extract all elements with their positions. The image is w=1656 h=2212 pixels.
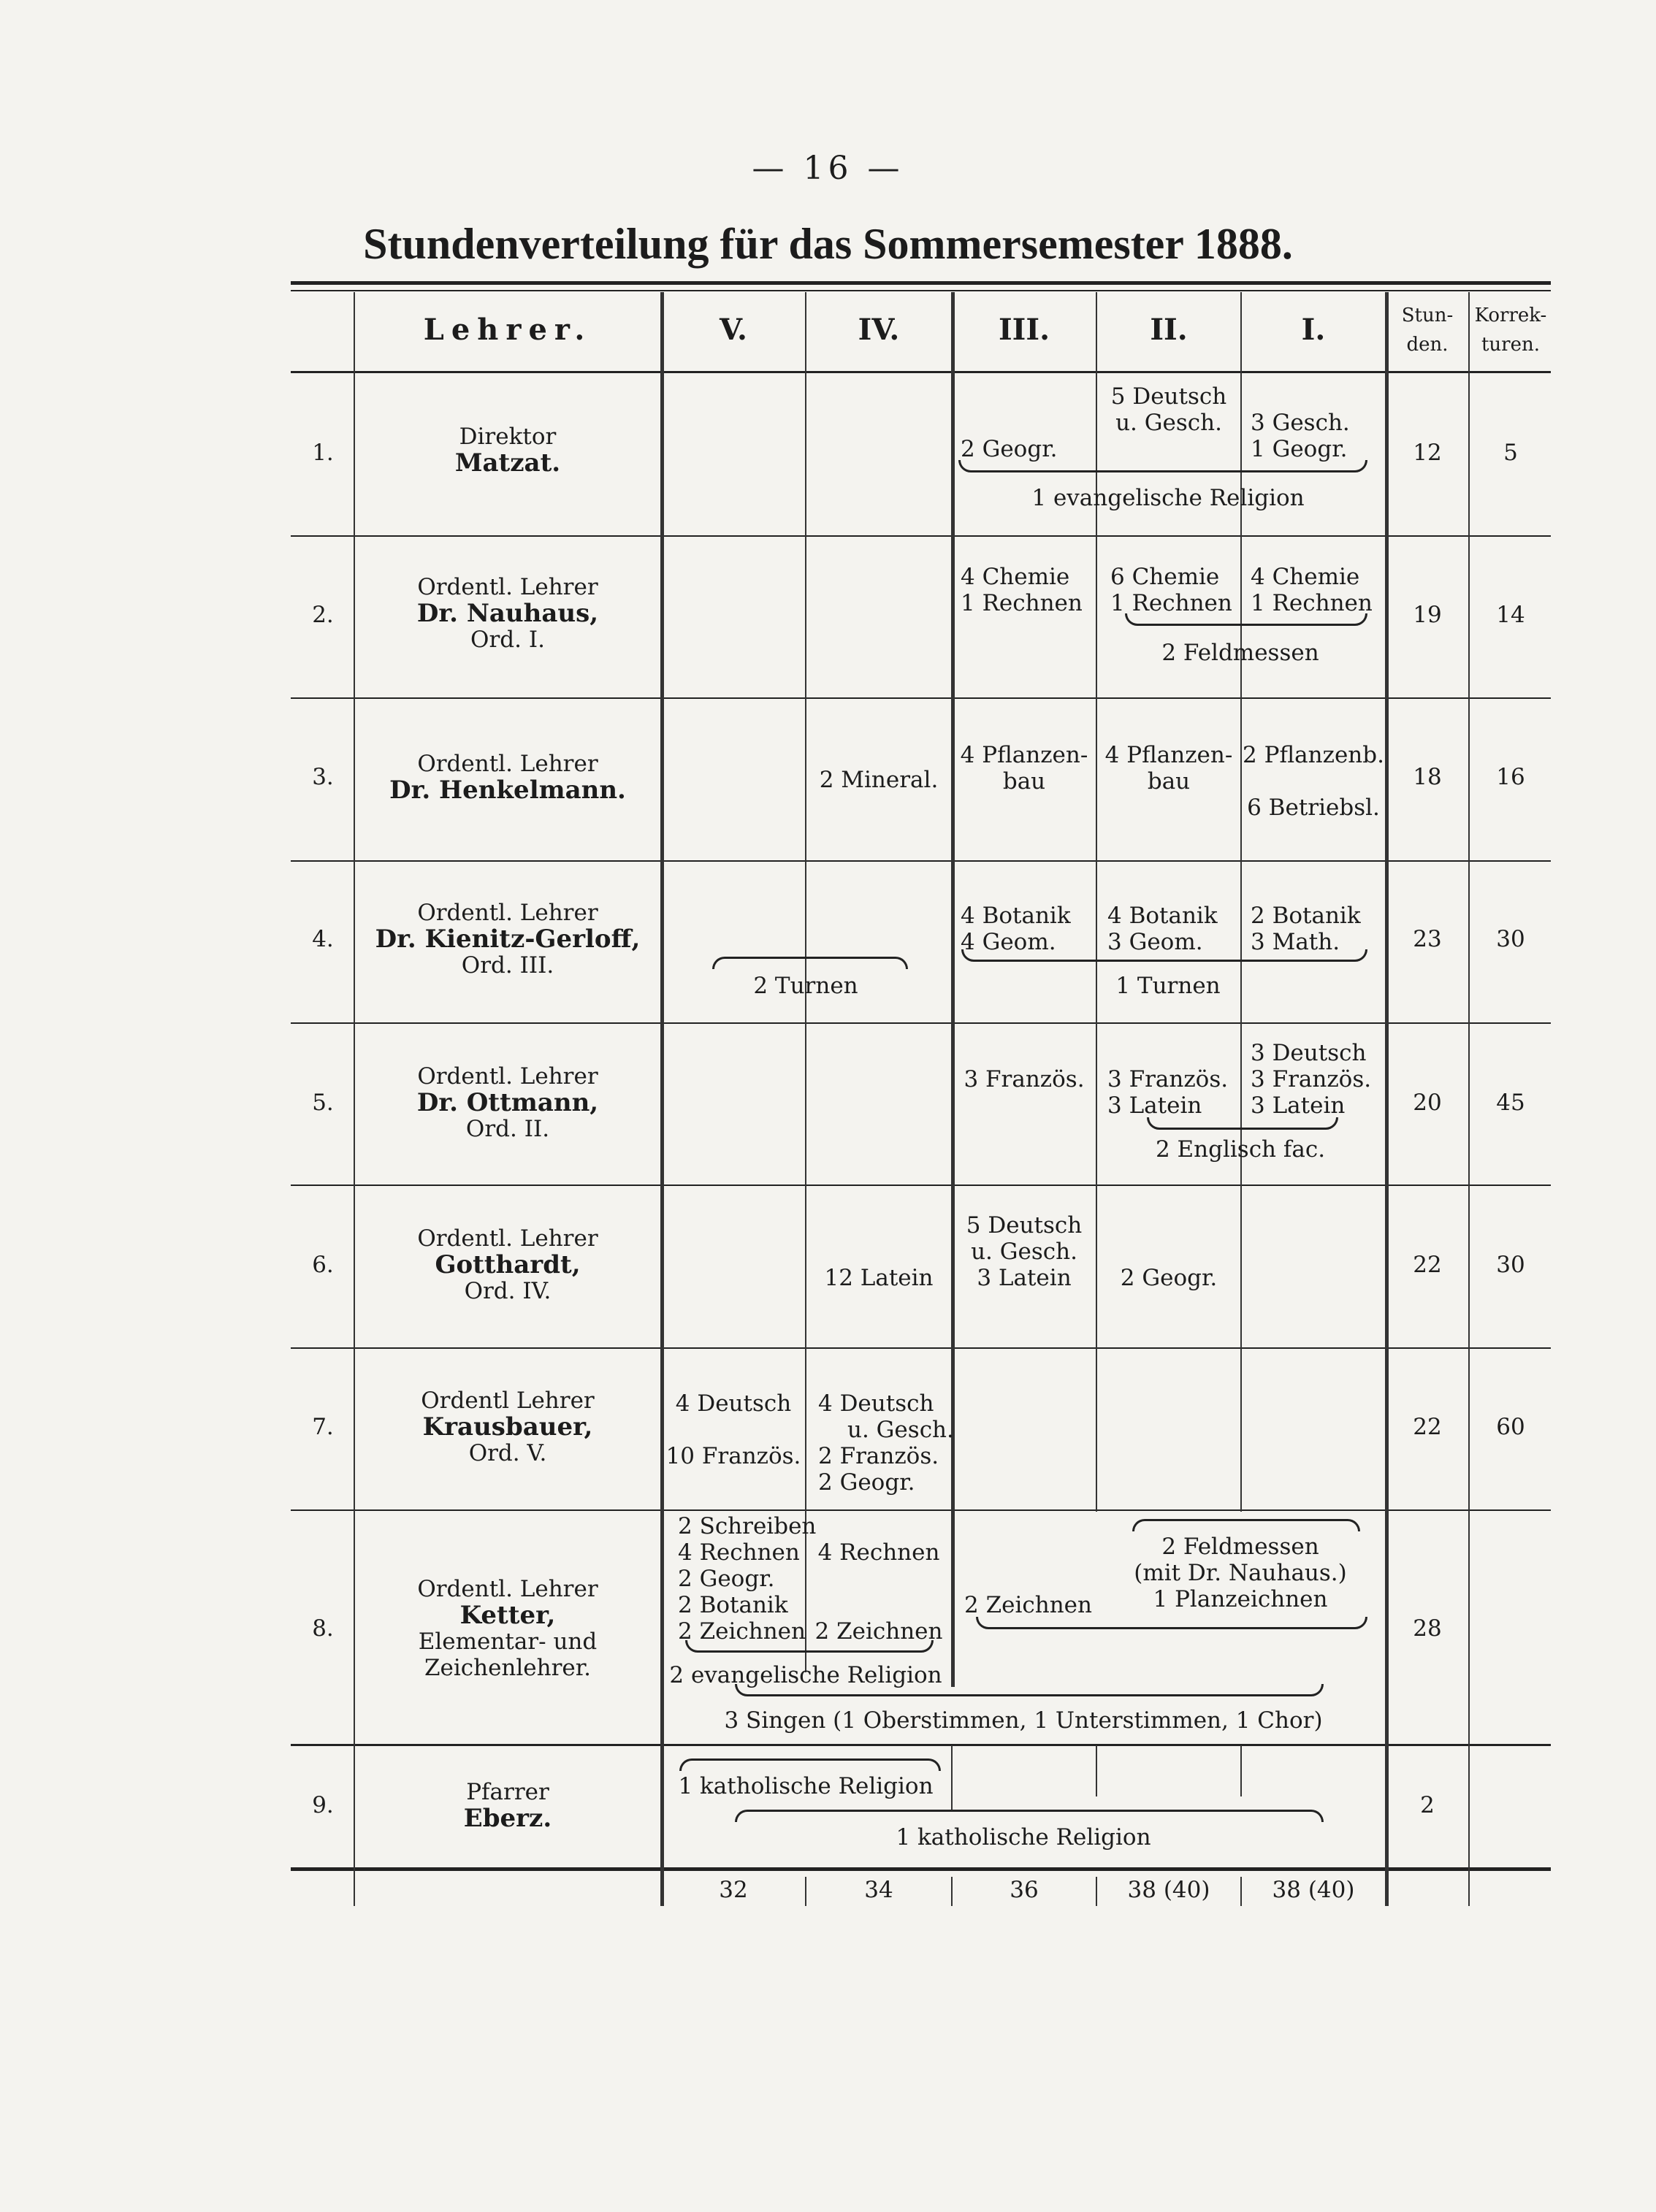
- stunden-value: 2: [1420, 1792, 1435, 1818]
- page-number: — 16 —: [752, 150, 904, 187]
- col-divider: [951, 1745, 953, 1811]
- table-top-rule-2: [291, 290, 1551, 291]
- lesson-iv: 12 Latein: [824, 1265, 934, 1291]
- lesson-iii-i: 2 Feldmessen (mit Dr. Nauhaus.) 1 Planzeichnen: [1134, 1534, 1347, 1612]
- korrekturen-value: 16: [1496, 764, 1525, 790]
- lesson-iii: 4 Botanik 4 Geom.: [961, 903, 1071, 955]
- lesson-ii: 4 Pflanzen- bau: [1104, 742, 1233, 795]
- row-number: 5.: [312, 1090, 334, 1116]
- teacher-title: Ordentl. Lehrer: [417, 1225, 598, 1252]
- col-divider: [1096, 292, 1097, 1512]
- col-divider: [1240, 1745, 1242, 1796]
- teacher-title: Ordentl. Lehrer: [417, 751, 598, 777]
- teacher-cell: [355, 1388, 660, 1466]
- brace: [958, 460, 1367, 472]
- teacher-name: Dr. Henkelmann.: [389, 776, 626, 805]
- header-stunden: Stun- den.: [1401, 305, 1454, 356]
- shared-lesson: 1 katholische Religion: [896, 1824, 1151, 1851]
- brace: [712, 957, 908, 969]
- teacher-name: Dr. Nauhaus,: [416, 599, 599, 628]
- lesson-iii: 2 Zeichnen: [964, 1592, 1092, 1618]
- korrekturen-value: 30: [1496, 926, 1525, 952]
- teacher-name: Matzat.: [454, 448, 561, 478]
- brace: [1132, 1519, 1360, 1531]
- row-divider: [291, 1744, 1551, 1746]
- total-ii: 38 (40): [1127, 1877, 1210, 1903]
- teacher-ord: Ord. IV.: [464, 1278, 552, 1304]
- stunden-value: 12: [1413, 440, 1442, 466]
- row-divider: [291, 1185, 1551, 1186]
- lesson-ii: 2 Geogr.: [1120, 1265, 1218, 1291]
- teacher-name: Eberz.: [463, 1804, 552, 1833]
- row-number: 4.: [312, 926, 334, 952]
- teacher-cell: [355, 1225, 660, 1304]
- teacher-name: Gotthardt,: [435, 1250, 581, 1279]
- korrekturen-value: 30: [1496, 1252, 1525, 1278]
- row-number: 8.: [312, 1615, 334, 1642]
- stunden-value: 28: [1413, 1615, 1442, 1642]
- lesson-ii: 5 Deutsch u. Gesch.: [1110, 383, 1227, 436]
- lesson-iii: 3 Französ.: [964, 1066, 1085, 1092]
- lesson-i: 2 Pflanzenb. 6 Betriebsl.: [1243, 742, 1384, 821]
- teacher-cell: [355, 1779, 660, 1832]
- row-number: 3.: [312, 764, 334, 790]
- teacher-name: Dr. Kienitz-Gerloff,: [375, 925, 641, 954]
- shared-lesson-left: 1 katholische Religion: [678, 1773, 934, 1799]
- teacher-name: Krausbauer,: [422, 1412, 593, 1442]
- lesson-iv: 2 Zeichnen: [814, 1618, 943, 1645]
- page-title: Stundenverteilung für das Sommersemester 1888.: [363, 220, 1293, 268]
- teacher-title: Pfarrer: [466, 1779, 549, 1805]
- stunden-value: 23: [1413, 926, 1442, 952]
- teacher-title: Direktor: [459, 424, 557, 450]
- korrekturen-value: 45: [1496, 1090, 1525, 1116]
- lesson-iii: 4 Chemie 1 Rechnen: [961, 564, 1083, 616]
- header-bottom-rule: [291, 371, 1551, 373]
- header-korrekturen: Korrek- turen.: [1474, 305, 1547, 356]
- header-class: IV.: [858, 313, 900, 347]
- lesson-i: 3 Gesch. 1 Geogr.: [1251, 410, 1350, 462]
- shared-lesson: 3 Singen (1 Oberstimmen, 1 Unterstimmen, 1 Chor): [724, 1707, 1323, 1734]
- col-divider: [1096, 1745, 1097, 1796]
- teacher-cell: [355, 574, 660, 653]
- row-number: 6.: [312, 1252, 334, 1278]
- teacher-ord: Ord. III.: [461, 952, 554, 979]
- lesson-i: 4 Chemie 1 Rechnen: [1251, 564, 1373, 616]
- stunden-value: 19: [1413, 602, 1442, 628]
- row-divider: [291, 697, 1551, 699]
- row-divider: [291, 860, 1551, 862]
- stunden-value: 22: [1413, 1252, 1442, 1278]
- lesson-iv: 4 Rechnen: [817, 1539, 940, 1566]
- brace: [976, 1617, 1367, 1629]
- brace: [1125, 613, 1367, 626]
- shared-lesson-left: 2 evangelische Religion: [669, 1662, 942, 1688]
- teacher-title: Ordentl Lehrer: [421, 1388, 595, 1414]
- teacher-cell: [355, 751, 660, 803]
- brace: [1147, 1117, 1338, 1130]
- brace: [685, 1640, 934, 1653]
- stunden-value: 22: [1413, 1414, 1442, 1440]
- totals-rule: [291, 1867, 1551, 1871]
- lesson-i: 3 Deutsch 3 Französ. 3 Latein: [1251, 1040, 1372, 1119]
- korrekturen-value: 5: [1503, 440, 1518, 466]
- row-divider: [291, 1509, 1551, 1511]
- brace: [679, 1758, 941, 1771]
- header-class: V.: [720, 313, 747, 347]
- lesson-ii: 6 Chemie 1 Rechnen: [1110, 564, 1232, 616]
- row-divider: [291, 535, 1551, 537]
- teacher-sub: Elementar- und: [418, 1629, 598, 1655]
- lesson-iii: 5 Deutsch u. Gesch. 3 Latein: [966, 1212, 1083, 1291]
- header-class: I.: [1301, 313, 1326, 347]
- row-number: 2.: [312, 602, 334, 628]
- brace: [961, 949, 1367, 962]
- lesson-iii: 4 Pflanzen- bau: [960, 742, 1088, 795]
- korrekturen-value: 14: [1496, 602, 1525, 628]
- lesson-v: 4 Deutsch 10 Französ.: [665, 1390, 801, 1469]
- brace: [735, 1810, 1324, 1822]
- shared-lesson: 2 Englisch fac.: [1155, 1136, 1326, 1163]
- teacher-title: Ordentl. Lehrer: [417, 1063, 598, 1090]
- teacher-title: Ordentl. Lehrer: [417, 574, 598, 600]
- stunden-value: 18: [1413, 764, 1442, 790]
- brace: [735, 1684, 1324, 1696]
- total-iii: 36: [1010, 1877, 1039, 1903]
- teacher-sub: Zeichenlehrer.: [424, 1655, 592, 1681]
- total-iv: 34: [864, 1877, 893, 1903]
- teacher-cell: [355, 900, 660, 979]
- teacher-cell: [355, 1576, 660, 1681]
- stunden-value: 20: [1413, 1090, 1442, 1116]
- teacher-ord: Ord. II.: [465, 1116, 550, 1142]
- header-class: II.: [1150, 313, 1188, 347]
- lesson-i: 2 Botanik 3 Math.: [1251, 903, 1361, 955]
- lesson-ii: 4 Botanik 3 Geom.: [1107, 903, 1218, 955]
- teacher-title: Ordentl. Lehrer: [417, 900, 598, 926]
- lesson-v: 2 Schreiben 4 Rechnen 2 Geogr. 2 Botanik 2 Zeichnen: [678, 1513, 817, 1645]
- shared-lesson-left: 2 Turnen: [753, 973, 858, 999]
- row-number: 7.: [312, 1414, 334, 1440]
- col-divider: [1240, 292, 1242, 1512]
- shared-lesson: 1 Turnen: [1115, 973, 1221, 999]
- header-class: III.: [998, 313, 1050, 347]
- teacher-title: Ordentl. Lehrer: [417, 1576, 598, 1602]
- shared-lesson: 2 Feldmessen: [1161, 640, 1319, 666]
- row-divider: [291, 1022, 1551, 1024]
- teacher-name: Dr. Ottmann,: [416, 1088, 599, 1117]
- shared-lesson: 1 evangelische Religion: [1031, 485, 1305, 511]
- row-number: 1.: [312, 440, 334, 466]
- total-v: 32: [719, 1877, 748, 1903]
- teacher-name: Ketter,: [459, 1601, 556, 1630]
- row-number: 9.: [312, 1792, 334, 1818]
- teacher-cell: [355, 424, 660, 476]
- header-lehrer: Lehrer.: [423, 313, 592, 347]
- row-divider: [291, 1347, 1551, 1349]
- teacher-ord: Ord. V.: [468, 1440, 547, 1466]
- teacher-ord: Ord. I.: [470, 627, 545, 653]
- lesson-iii: 2 Geogr.: [961, 436, 1058, 462]
- total-i: 38 (40): [1272, 1877, 1355, 1903]
- table-top-rule: [291, 281, 1551, 285]
- korrekturen-value: 60: [1496, 1414, 1525, 1440]
- lesson-iv: 2 Mineral.: [819, 767, 939, 793]
- lesson-ii: 3 Französ. 3 Latein: [1107, 1066, 1229, 1119]
- teacher-cell: [355, 1063, 660, 1142]
- lesson-iv: 4 Deutsch u. Gesch. 2 Französ. 2 Geogr.: [818, 1390, 954, 1496]
